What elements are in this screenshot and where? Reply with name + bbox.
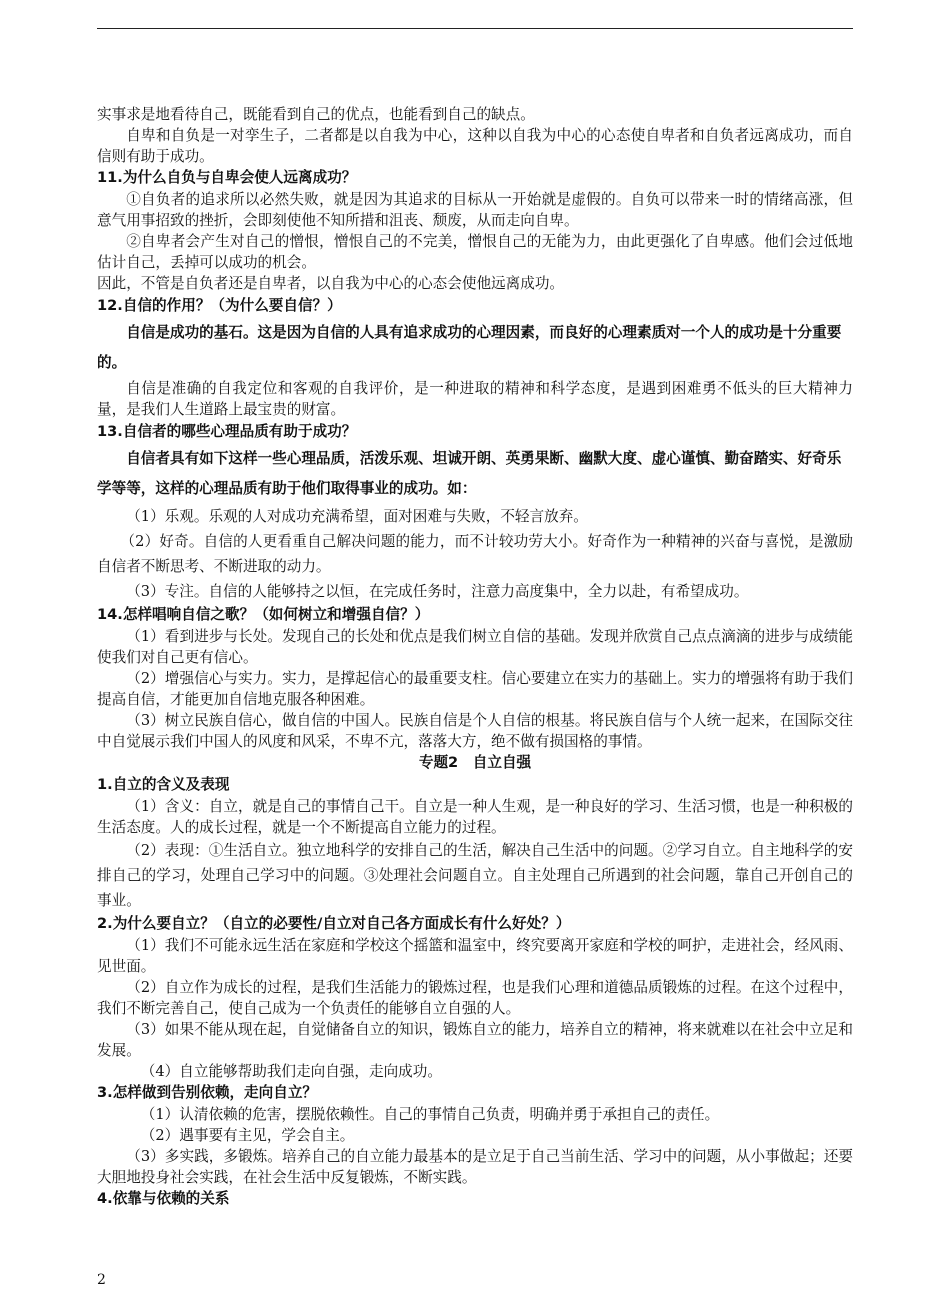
question-heading-1: 1.自立的含义及表现 <box>97 776 230 793</box>
paragraph: （1）看到进步与长处。发现自己的长处和优点是我们树立自信的基础。发现并欣赏自己点点滴滴的进步与成绩能使我们对自己更有信心。 <box>97 628 853 666</box>
header-rule <box>97 28 853 29</box>
paragraph: （3）树立民族自信心，做自信的中国人。民族自信是个人自信的根基。将民族自信与个人统一起来，在国际交往中自觉展示我们中国人的风度和风采，不卑不亢，落落大方，绝不做有损国格的事情。 <box>97 712 853 750</box>
question-heading-2: 2.为什么要自立？（自立的必要性/自立对自己各方面成长有什么好处？） <box>97 915 571 932</box>
paragraph: （3）如果不能从现在起，自觉储备自立的知识，锻炼自立的能力，培养自立的精神，将来就难以在社会中立足和发展。 <box>97 1021 853 1059</box>
paragraph: ①自负者的追求所以必然失败，就是因为其追求的目标从一开始就是虚假的。自负可以带来一时的情绪高涨，但意气用事招致的挫折，会即刻使他不知所措和沮丧、颓废，从而走向自卑。 <box>97 191 853 229</box>
question-heading-12: 12.自信的作用？（为什么要自信？） <box>97 297 342 314</box>
paragraph: （1）我们不可能永远生活在家庭和学校这个摇篮和温室中，终究要离开家庭和学校的呵护，走进社会，经风雨、见世面。 <box>97 937 853 975</box>
paragraph: （3）多实践，多锻炼。培养自己的自立能力最基本的是立足于自己当前生活、学习中的问题，从小事做起；还要大胆地投身社会实践，在社会生活中反复锻炼，不断实践。 <box>97 1148 853 1186</box>
paragraph: （2）好奇。自信的人更看重自己解决问题的能力，而不计较功劳大小。好奇作为一种精神的兴奋与喜悦，是激励自信者不断思考、不断进取的动力。 <box>97 533 853 575</box>
question-heading-13: 13.自信者的哪些心理品质有助于成功？ <box>97 423 357 440</box>
paragraph: （1）含义：自立，就是自己的事情自己干。自立是一种人生观，是一种良好的学习、生活习惯，也是一种积极的生活态度。人的成长过程，就是一个不断提高自立能力的过程。 <box>97 798 853 836</box>
paragraph: （2）遇事要有主见，学会自主。 <box>140 1127 355 1144</box>
question-heading-4: 4.依靠与依赖的关系 <box>97 1190 230 1207</box>
bold-paragraph: 自信者具有如下这样一些心理品质，活泼乐观、坦诚开朗、英勇果断、幽默大度、虚心谨慎、勤奋踏实、好奇乐学等等，这样的心理品质有助于他们取得事业的成功。如： <box>97 450 842 497</box>
paragraph: （4）自立能够帮助我们走向自强，走向成功。 <box>140 1063 442 1080</box>
question-heading-3: 3.怎样做到告别依赖，走向自立？ <box>97 1084 318 1101</box>
document-body <box>97 104 853 1210</box>
paragraph: （2）增强信心与实力。实力，是撑起信心的最重要支柱。信心要建立在实力的基础上。实力的增强将有助于我们提高自信，才能更加自信地克服各种困难。 <box>97 670 853 708</box>
paragraph: 自信是准确的自我定位和客观的自我评价，是一种进取的精神和科学态度，是遇到困难勇不低头的巨大精神力量，是我们人生道路上最宝贵的财富。 <box>97 380 853 418</box>
paragraph: （2）表现：①生活自立。独立地科学的安排自己的生活，解决自己生活中的问题。②学习自立。自主地科学的安排自己的学习，处理自己学习中的问题。③处理社会问题自立。自主处理自己所遇到的社会问题，靠自己开创自己的事业。 <box>97 842 853 909</box>
bold-paragraph: 自信是成功的基石。这是因为自信的人具有追求成功的心理因素，而良好的心理素质对一个人的成功是十分重要的。 <box>97 324 842 371</box>
topic-heading: 专题2 自立自强 <box>418 754 532 771</box>
question-heading-14: 14.怎样唱响自信之歌？（如何树立和增强自信？） <box>97 606 430 623</box>
paragraph: （1）认清依赖的危害，摆脱依赖性。自己的事情自己负责，明确并勇于承担自己的责任。 <box>140 1106 720 1123</box>
paragraph: 实事求是地看待自己，既能看到自己的优点，也能看到自己的缺点。 <box>97 106 535 123</box>
paragraph: （1）乐观。乐观的人对成功充满希望，面对困难与失败，不轻言放弃。 <box>126 508 588 525</box>
question-heading-11: 11.为什么自负与自卑会使人远离成功？ <box>97 169 357 186</box>
paragraph: ②自卑者会产生对自己的憎恨，憎恨自己的不完美，憎恨自己的无能为力，由此更强化了自卑感。他们会过低地估计自己，丢掉可以成功的机会。 <box>97 233 853 271</box>
paragraph: 自卑和自负是一对孪生子，二者都是以自我为中心，这种以自我为中心的心态使自卑者和自负者远离成功，而自信则有助于成功。 <box>97 127 853 165</box>
paragraph: 因此，不管是自负者还是自卑者，以自我为中心的心态会使他远离成功。 <box>97 275 565 292</box>
paragraph: （3）专注。自信的人能够持之以恒，在完成任务时，注意力高度集中，全力以赴，有希望成功。 <box>126 583 749 600</box>
paragraph: （2）自立作为成长的过程，是我们生活能力的锻炼过程，也是我们心理和道德品质锻炼的过程。在这个过程中，我们不断完善自己，使自己成为一个负责任的能够自立自强的人。 <box>97 979 853 1017</box>
page-number: 2 <box>97 1272 106 1288</box>
